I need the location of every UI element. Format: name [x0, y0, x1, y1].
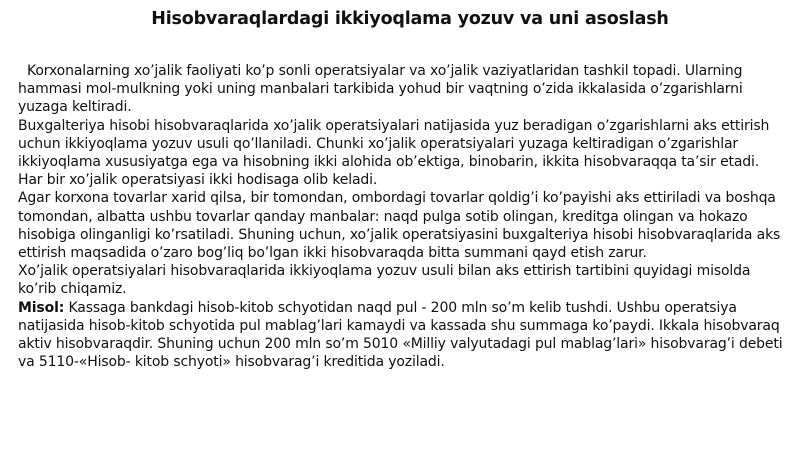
paragraph-goods-purchase: Agar korxona tovarlar xarid qilsa, bir tomondan, ombordagi tovarlar qoldig’i ko’payishi aks ettiriladi va boshqa tomondan, albatta ushbu tovarlar qanday manbalar: naqd pulga sotib olingan, kreditga olingan va hokazo hisobiga olinganligi ko’rsatiladi. Shuning uchun, xo’jalik operatsiyasini buxgalteriya hisobi hisobvaraqlarida aks ettirish maqsadida o’zaro bog’liq bo’lgan ikki hisobvaraqda bitta summani qayd etish zarur.	[18, 190, 781, 262]
paragraph-example	[18, 299, 784, 372]
body-text	[18, 62, 784, 371]
paragraph-double-entry: Buxgalteriya hisobi hisobvaraqlarida xo’jalik operatsiyalari natijasida yuz beradigan o’zgarishlarni aks ettirish uchun ikkiyoqlama yozuv usuli qo’llaniladi. Chunki xo’jalik operatsiyalari yuzaga keltiradigan o’zgarishlar ikkiyoqlama xususiyatga ega va hisobning ikki alohida ob’ektiga, binobarin, ikkita hisobvaraqqa ta’sir etadi. Har bir xo’jalik operatsiyasi ikki hodisaga olib keladi.	[18, 117, 770, 189]
example-label: Misol:	[18, 299, 65, 316]
paragraph-intro: Korxonalarning xo’jalik faoliyati ko’p sonli operatsiyalar va xo’jalik vaziyatlaridan tashkil topadi. Ularning hammasi mol-mulkning yoki uning manbalari tarkibida yohud bir vaqtning o’zida ikkalasida o’zgarishlarni yuzaga keltiradi.	[18, 63, 743, 116]
example-text: Kassaga bankdagi hisob-kitob schyotidan naqd pul - 200 mln so’m kelib tushdi. Ushbu operatsiya natijasida hisob-kitob schyotida pul mablag’lari kamaydi va kassada shu summaga ko’paydi. Ikkala hisobvaraq aktiv hisobvaraqdir. Shuning uchun 200 mln so’m 5010 «Milliy valyutadagi pul mablag’lari» hisobvarag’i debeti va 5110-«Hisob- kitob schyoti» hisobvarag’i kreditida yoziladi.	[18, 299, 783, 371]
page-title: Hisobvaraqlardagi ikkiyoqlama yozuv va uni asoslash	[151, 9, 669, 29]
paragraph-example-intro: Xo’jalik operatsiyalari hisobvaraqlarida ikkiyoqlama yozuv usuli bilan aks ettirish tartibini quyidagi misolda ko’rib chiqamiz.	[18, 263, 751, 298]
